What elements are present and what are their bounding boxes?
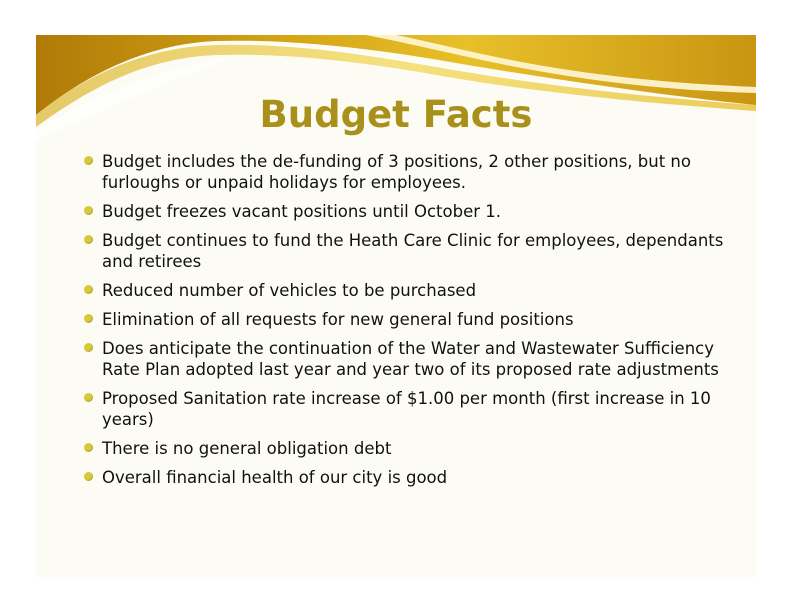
bullet-dot-icon	[84, 156, 93, 165]
bullet-text: Overall financial health of our city is good	[102, 468, 448, 487]
bullet-text: Reduced number of vehicles to be purchased	[102, 281, 477, 300]
bullet-text: Does anticipate the continuation of the Water and Wastewater Sufficiency Rate Plan adopted last year and year two of its proposed rate adjustments	[102, 339, 719, 379]
bullet-list	[84, 151, 734, 496]
bullet-item	[84, 338, 734, 380]
bullet-dot-icon	[84, 206, 93, 215]
bullet-dot-icon	[84, 443, 93, 452]
bullet-item	[84, 467, 734, 488]
bullet-text: There is no general obligation debt	[102, 439, 392, 458]
bullet-item	[84, 201, 734, 222]
bullet-text: Proposed Sanitation rate increase of $1.00 per month (first increase in 10 years)	[102, 389, 711, 429]
bullet-dot-icon	[84, 343, 93, 352]
bullet-dot-icon	[84, 235, 93, 244]
bullet-item	[84, 151, 734, 193]
slide-title: Budget Facts	[259, 93, 533, 136]
bullet-item	[84, 388, 734, 430]
bullet-dot-icon	[84, 393, 93, 402]
bullet-text: Budget continues to fund the Heath Care Clinic for employees, dependants and retirees	[102, 231, 724, 271]
bullet-item	[84, 309, 734, 330]
bullet-text: Elimination of all requests for new general fund positions	[102, 310, 574, 329]
bullet-dot-icon	[84, 314, 93, 323]
bullet-dot-icon	[84, 285, 93, 294]
bullet-item	[84, 438, 734, 459]
slide	[36, 35, 756, 577]
bullet-item	[84, 230, 734, 272]
bullet-text: Budget includes the de-funding of 3 positions, 2 other positions, but no furloughs or unpaid holidays for employees.	[102, 152, 691, 192]
bullet-text: Budget freezes vacant positions until October 1.	[102, 202, 502, 221]
bullet-item	[84, 280, 734, 301]
bullet-dot-icon	[84, 472, 93, 481]
